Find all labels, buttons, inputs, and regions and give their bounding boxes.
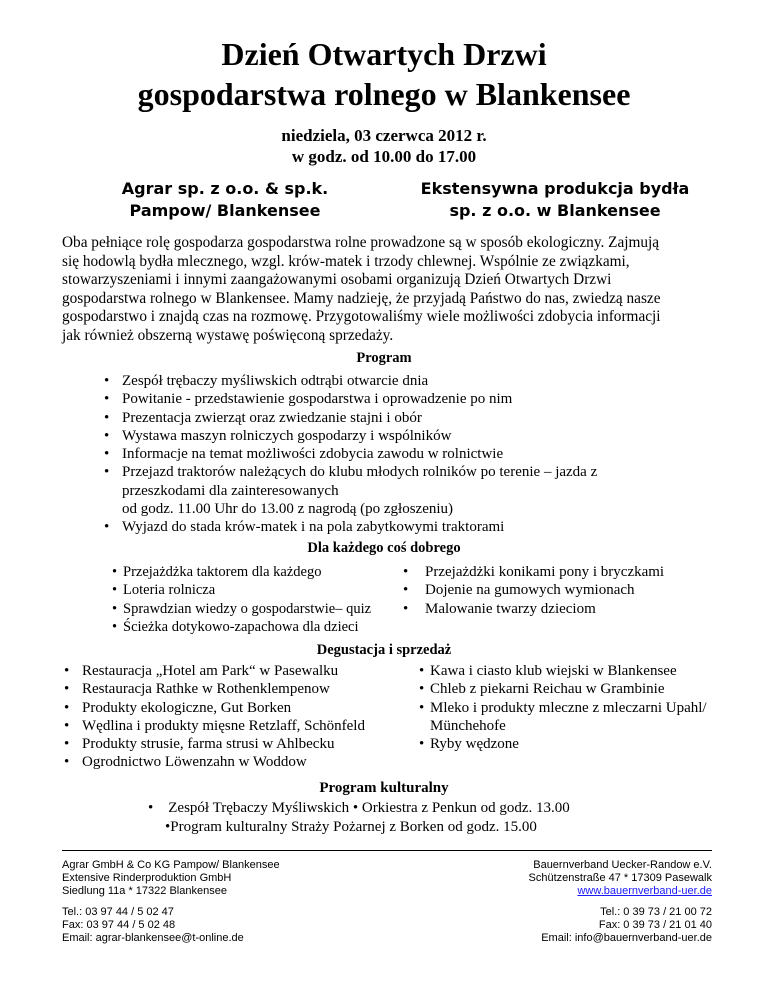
culture-orchestra: Orkiestra z Penkun od godz. 13.00 [361, 800, 570, 816]
footer-right-org: Bauernverband Uecker-Randow e.V. [533, 859, 712, 871]
list-item: • Ścieżka dotykowo-zapachowa dla dzieci [112, 618, 402, 636]
footer-left-fax: Fax: 03 97 44 / 5 02 48 [62, 919, 176, 931]
list-item: • Zespół trębaczy myśliwskich odtrąbi otwarcie dnia [104, 372, 704, 390]
bullet-icon: • [352, 800, 359, 816]
list-item: • Loteria rolnicza [112, 581, 402, 599]
list-item: • Restauracja „Hotel am Park“ w Pasewalku [64, 662, 404, 680]
organizer-left [95, 178, 355, 222]
footer-left-street: Siedlung 11a * 17322 Blankensee [62, 885, 227, 897]
milk-line-2: Münchehofe [430, 717, 506, 734]
intro-paragraph [62, 234, 712, 345]
for-everyone-right-list [403, 563, 703, 618]
footer-left-company2: Extensive Rinderproduktion GmbH [62, 872, 232, 884]
culture-line-2 [165, 818, 537, 837]
list-item: • Ogrodnictwo Löwenzahn w Woddow [64, 753, 404, 771]
list-item: • Przejażdżki konikami pony i bryczkami [403, 563, 703, 581]
footer-left-tel: Tel.: 03 97 44 / 5 02 47 [62, 906, 174, 918]
footer-right-tel: Tel.: 0 39 73 / 21 00 72 [600, 906, 712, 918]
footer-left-company1: Agrar GmbH & Co KG Pampow/ Blankensee [62, 859, 280, 871]
footer-right-contact [420, 906, 712, 945]
bullet-icon: • [165, 819, 171, 835]
list-item: • Przejażdżka taktorem dla każdego [112, 563, 402, 581]
list-item: • Prezentacja zwierząt oraz zwiedzanie stajni i obór [104, 409, 704, 427]
list-item: • Dojenie na gumowych wymionach [403, 581, 703, 599]
list-item: • Kawa i ciasto klub wiejski w Blankensee [419, 662, 719, 680]
intro-line: jak również obszerną wystawę poświęconą sprzedaży. [62, 326, 394, 344]
list-item: • Wyjazd do stada krów-matek i na pola zabytkowymi traktorami [104, 518, 704, 536]
footer-left-email: Email: agrar-blankensee@t-online.de [62, 932, 244, 944]
footer-left-address [62, 859, 392, 898]
milk-line-1: • Mleko i produkty mleczne z mleczarni Upahl/ [430, 699, 707, 716]
list-item: • Powitanie - przedstawienie gospodarstwa i oprowadzenie po nim [104, 390, 704, 408]
organizer-right [395, 178, 715, 222]
organizer-left-location: Pampow/ Blankensee [129, 201, 321, 220]
for-everyone-left-list [112, 563, 402, 636]
list-item [419, 699, 719, 736]
intro-line: stowarzyszeniami i innymi zaangażowanymi osobami organizują Dzień Otwartych Drzwi [62, 271, 612, 288]
intro-line: się hodowlą bydła mlecznego, wzgl. krów-matek i trzody chlewnej. Wspólnie ze związkami, [62, 252, 630, 270]
list-item: • Informacje na temat możliwości zdobycia zawodu w rolnictwie [104, 445, 704, 463]
intro-line: gospodarstwa rolnego w Blankensee. Mamy nadzieję, że przyjadą Państwo do nas, zwiedzą nasze [62, 289, 661, 307]
page-title: Dzień Otwartych Drzwi [221, 36, 547, 72]
bullet-icon: • [148, 800, 154, 816]
footer-right-address [420, 859, 712, 898]
list-item: • Ryby wędzone [419, 735, 719, 753]
culture-trumpeters: Zespół Trębaczy Myśliwskich [168, 800, 350, 816]
tractor-line-3: od godz. 11.00 Uhr do 13.00 z nagrodą (po zgłoszeniu) [122, 501, 454, 518]
organizer-right-name: Ekstensywna produkcja bydła [420, 179, 690, 198]
tasting-left-list [64, 662, 404, 772]
tractor-line-2: przeszkodami dla zainteresowanych [122, 482, 339, 499]
intro-line: Oba pełniące rolę gospodarza gospodarstwa rolne prowadzone są w sposób ekologiczny. Zajmują [62, 234, 660, 251]
organizer-left-name: Agrar sp. z o.o. & sp.k. [121, 179, 329, 198]
footer-website-link[interactable]: www.bauernverband-uer.de [577, 885, 712, 897]
list-item: • Malowanie twarzy dzieciom [403, 600, 703, 618]
list-item: • Chleb z piekarni Reichau w Grambinie [419, 680, 719, 698]
for-everyone-heading: Dla każdego coś dobrego [307, 540, 461, 556]
list-item: • Produkty ekologiczne, Gut Borken [64, 699, 404, 717]
event-time: w godz. od 10.00 do 17.00 [291, 147, 477, 166]
program-heading: Program [356, 350, 412, 366]
footer-right-fax: Fax: 0 39 73 / 21 01 40 [598, 919, 712, 931]
culture-firebrigade: Program kulturalny Straży Pożarnej z Borken od godz. 15.00 [170, 819, 537, 835]
footer-divider [62, 850, 712, 851]
footer-right-email: Email: info@bauernverband-uer.de [541, 932, 712, 944]
list-item: • Wystawa maszyn rolniczych gospodarzy i wspólników [104, 427, 704, 445]
list-item: • Restauracja Rathke w Rothenklempenow [64, 680, 404, 698]
list-item: • Wędlina i produkty mięsne Retzlaff, Schönfeld [64, 717, 404, 735]
tasting-heading: Degustacja i sprzedaż [316, 642, 452, 658]
page-subtitle: gospodarstwa rolnego w Blankensee [137, 76, 631, 112]
culture-heading: Program kulturalny [319, 780, 449, 796]
tractor-line-1: • Przejazd traktorów należących do klubu młodych rolników po terenie – jazda z [122, 464, 598, 481]
list-item: • Sprawdzian wiedzy o gospodarstwie– quiz [112, 600, 402, 618]
footer-left-contact [62, 906, 392, 945]
culture-line-1 [148, 799, 570, 818]
intro-line: gospodarstwo i znajdą czas na rozmowę. Przygotowaliśmy wiele możliwości zdobycia informacji [62, 308, 661, 325]
event-date: niedziela, 03 czerwca 2012 r. [281, 126, 487, 145]
organizer-right-location: sp. z o.o. w Blankensee [449, 201, 661, 220]
tasting-right-list [419, 662, 719, 753]
program-list [104, 372, 704, 537]
list-item [104, 463, 704, 518]
footer-right-street: Schützenstraße 47 * 17309 Pasewalk [528, 872, 712, 884]
list-item: • Produkty strusie, farma strusi w Ahlbecku [64, 735, 404, 753]
